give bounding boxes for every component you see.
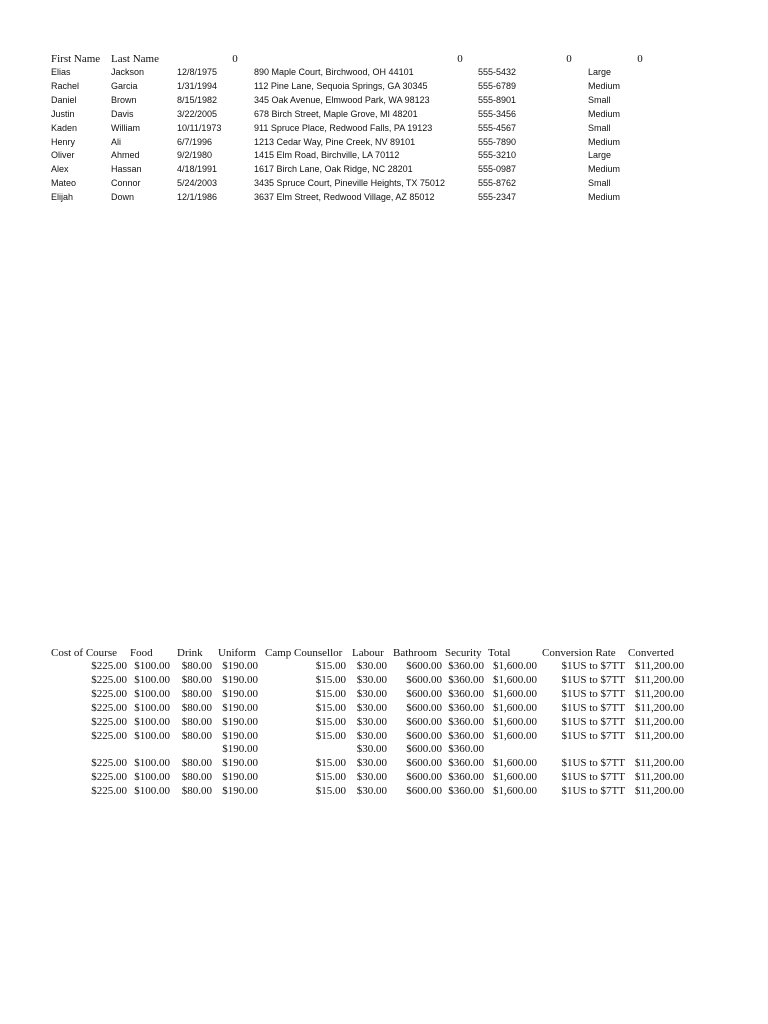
table-cell: $11,200.00 [634,687,684,700]
table-cell: $360.00 [448,785,484,798]
table-cell: Jackson [111,67,145,77]
table-cell: Garcia [111,80,138,91]
table-cell: $600.00 [406,715,442,728]
table-cell: $600.00 [406,687,442,700]
table-cell: $80.00 [181,673,212,686]
table-cell: $30.00 [356,757,387,770]
table-cell: Medium [588,80,621,91]
table-cell: $11,200.00 [634,673,684,686]
table-cell: $225.00 [91,673,127,686]
table-cell: 9/2/1980 [177,150,213,161]
table-cell: $1US to $7TT [561,729,625,742]
table-cell: $15.00 [315,757,346,770]
table-cell: $30.00 [356,771,387,784]
table-cell: $225.00 [91,729,127,742]
table-cell: Medium [588,192,621,203]
table-cell: Connor [111,178,141,189]
table-cell: 890 Maple Court, Birchwood, OH 44101 [254,67,414,77]
table-cell: Mateo [51,178,77,189]
table-cell: $225.00 [91,715,127,728]
table-cell: $100.00 [134,715,170,728]
table-cell: Large [588,67,612,77]
column-header: Bathroom [393,647,437,659]
table-cell: $1,600.00 [493,729,537,742]
table-cell: $80.00 [181,687,212,700]
table-cell: Elias [51,67,71,77]
column-header: 0 [637,53,643,65]
table-cell: 555-3210 [478,150,517,161]
table-cell: $225.00 [91,660,127,672]
table-cell: 5/24/2003 [177,178,218,189]
table-cell: $190.00 [222,757,258,770]
table-cell: 4/18/1991 [177,164,218,175]
table-cell: 8/15/1982 [177,94,218,105]
table-cell: $15.00 [315,771,346,784]
column-header: Camp Counsellor [265,647,343,659]
table-cell: $190.00 [222,673,258,686]
column-header: Drink [177,647,203,659]
table-cell: $600.00 [406,660,442,672]
table-cell: 1/31/1994 [177,80,218,91]
table-cell: 555-5432 [478,67,517,77]
table-cell: $15.00 [315,701,346,714]
table-cell: $1,600.00 [493,785,537,798]
table-cell: Davis [111,108,134,119]
table-cell: $190.00 [222,660,258,672]
table-cell: 12/1/1986 [177,192,218,203]
table-cell: $360.00 [448,673,484,686]
table-cell: Small [588,178,611,189]
table-cell: $11,200.00 [634,701,684,714]
table-cell: $30.00 [356,743,387,756]
table-cell: $360.00 [448,701,484,714]
table-cell: 6/7/1996 [177,136,213,147]
table-cell: $600.00 [406,673,442,686]
table-cell: $30.00 [356,701,387,714]
table-cell: 1617 Birch Lane, Oak Ridge, NC 28201 [254,164,413,175]
column-header: Conversion Rate [542,647,616,659]
column-header: 0 [566,53,572,65]
table-cell: 345 Oak Avenue, Elmwood Park, WA 98123 [254,94,430,105]
table-cell: $360.00 [448,771,484,784]
table-cell: $100.00 [134,673,170,686]
table-cell: $15.00 [315,673,346,686]
table-cell: $1US to $7TT [561,757,625,770]
table-cell: $1US to $7TT [561,673,625,686]
table-cell: 3/22/2005 [177,108,218,119]
column-header: First Name [51,53,101,65]
table-cell: $1,600.00 [493,715,537,728]
table-cell: $30.00 [356,673,387,686]
column-header: Cost of Course [51,647,117,659]
table-cell: $100.00 [134,701,170,714]
table-cell: $100.00 [134,771,170,784]
table-cell: Medium [588,136,621,147]
table-cell: 12/8/1975 [177,67,218,77]
table-cell: $80.00 [181,715,212,728]
table-cell: $1US to $7TT [561,771,625,784]
table-cell: Small [588,122,611,133]
table-cell: 555-6789 [478,80,517,91]
table-cell: Oliver [51,150,75,161]
table-cell: 678 Birch Street, Maple Grove, MI 48201 [254,108,418,119]
column-header: Converted [628,647,674,659]
column-header: 0 [232,53,238,65]
table-cell: $225.00 [91,687,127,700]
table-cell: $190.00 [222,743,258,756]
table-cell: $15.00 [315,729,346,742]
table-cell: 555-0987 [478,164,517,175]
table-cell: 555-7890 [478,136,517,147]
table-cell: $80.00 [181,701,212,714]
table-cell: $360.00 [448,687,484,700]
table-cell: Justin [51,108,75,119]
table-cell: $1,600.00 [493,771,537,784]
table-cell: $15.00 [315,715,346,728]
table-cell: $190.00 [222,785,258,798]
table-cell: Down [111,192,135,203]
column-header: Labour [352,647,384,659]
table-cell: $600.00 [406,701,442,714]
table-cell: $11,200.00 [634,771,684,784]
table-cell: $1,600.00 [493,757,537,770]
table-cell: 10/11/1973 [177,122,222,133]
table-cell: $15.00 [315,687,346,700]
table-cell: Henry [51,136,76,147]
table-cell: $11,200.00 [634,660,684,672]
table-cell: $360.00 [448,715,484,728]
table-cell: Rachel [51,80,80,91]
table-cell: 1213 Cedar Way, Pine Creek, NV 89101 [254,136,416,147]
table-cell: Kaden [51,122,78,133]
column-header: 0 [457,53,463,65]
column-header: Uniform [218,647,256,659]
table-cell: $600.00 [406,771,442,784]
table-cell: Elijah [51,192,74,203]
table-cell: Daniel [51,94,77,105]
table-cell: 555-4567 [478,122,517,133]
table-cell: Large [588,150,612,161]
table-cell: $100.00 [134,757,170,770]
table-cell: 112 Pine Lane, Sequoia Springs, GA 30345 [254,80,428,91]
table-cell: $30.00 [356,660,387,672]
table-cell: 555-8762 [478,178,517,189]
table-cell: $30.00 [356,785,387,798]
table-cell: $225.00 [91,701,127,714]
table-cell: Small [588,94,611,105]
table-cell: $11,200.00 [634,757,684,770]
column-header: Last Name [111,53,159,65]
table-cell: $1US to $7TT [561,687,625,700]
table-cell: $225.00 [91,785,127,798]
column-header: Food [130,647,153,659]
table-cell: 3637 Elm Street, Redwood Village, AZ 85012 [254,192,435,203]
table-cell: $1US to $7TT [561,785,625,798]
table-cell: $190.00 [222,771,258,784]
table-cell: $1US to $7TT [561,715,625,728]
table-cell: 555-3456 [478,108,517,119]
table-cell: $11,200.00 [634,715,684,728]
table-cell: 911 Spruce Place, Redwood Falls, PA 19123 [254,122,433,133]
table-cell: 555-2347 [478,192,517,203]
table-cell: $190.00 [222,687,258,700]
table-cell: $360.00 [448,660,484,672]
table-cell: $1US to $7TT [561,701,625,714]
table-cell: Medium [588,108,621,119]
table-cell: $600.00 [406,743,442,756]
table-cell: $360.00 [448,743,484,756]
table-cell: $30.00 [356,715,387,728]
table-cell: $30.00 [356,729,387,742]
table-cell: $80.00 [181,660,212,672]
table-cell: $100.00 [134,785,170,798]
table-cell: $190.00 [222,729,258,742]
table-cell: $1,600.00 [493,660,537,672]
table-cell: $11,200.00 [634,729,684,742]
table-cell: $360.00 [448,757,484,770]
table-cell: $15.00 [315,785,346,798]
table-cell: 3435 Spruce Court, Pineville Heights, TX 75012 [254,178,445,189]
table-cell: Hassan [111,164,142,175]
table-cell: $30.00 [356,687,387,700]
table-cell: $600.00 [406,757,442,770]
table-cell: $80.00 [181,729,212,742]
table-cell: $1,600.00 [493,673,537,686]
table-cell: $100.00 [134,687,170,700]
table-cell: $600.00 [406,729,442,742]
table-cell: $11,200.00 [634,785,684,798]
table-cell: $190.00 [222,715,258,728]
table-cell: $1,600.00 [493,687,537,700]
table-cell: $1US to $7TT [561,660,625,672]
table-cell: 555-8901 [478,94,517,105]
column-header: Total [488,647,511,659]
table-cell: $15.00 [315,660,346,672]
table-cell: 1415 Elm Road, Birchville, LA 70112 [254,150,400,161]
table-cell: $600.00 [406,785,442,798]
table-cell: Alex [51,164,69,175]
table-cell: Ahmed [111,150,140,161]
table-cell: $80.00 [181,757,212,770]
table-cell: $100.00 [134,660,170,672]
column-header: Security [445,647,482,659]
table-cell: $80.00 [181,771,212,784]
table-cell: $100.00 [134,729,170,742]
table-cell: $225.00 [91,771,127,784]
table-cell: Brown [111,94,137,105]
table-cell: $360.00 [448,729,484,742]
table-cell: Medium [588,164,621,175]
table-cell: Ali [111,136,122,147]
table-cell: William [111,122,140,133]
table-cell: $80.00 [181,785,212,798]
table-cell: $1,600.00 [493,701,537,714]
table-cell: $225.00 [91,757,127,770]
table-cell: $190.00 [222,701,258,714]
